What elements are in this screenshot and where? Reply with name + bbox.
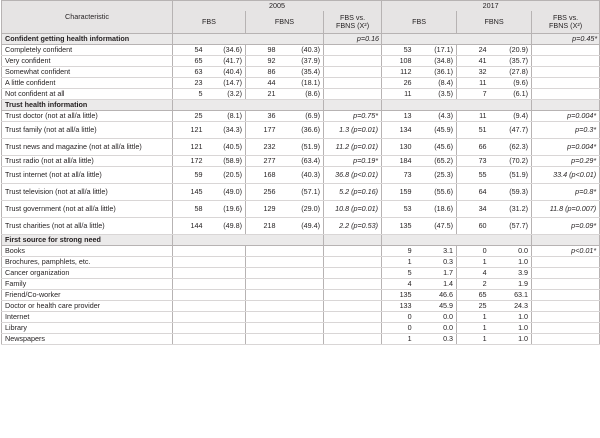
comparison-2017-value: p=0.004*: [532, 139, 600, 156]
fbns-2005-percent: (40.3): [279, 167, 324, 184]
row-label: Trust internet (not at all/a little): [2, 167, 173, 184]
section-p-2005: p=0.16: [324, 34, 382, 45]
fbns-2005-percent: (35.4): [279, 67, 324, 78]
fbns-2005-count: 277: [246, 156, 279, 167]
table-row: [2, 67, 600, 78]
section-spacer: [173, 235, 324, 246]
fbs-2005-count: 23: [173, 78, 206, 89]
fbns-2005-percent: (18.1): [279, 78, 324, 89]
fbs-2017-percent: (45.9): [415, 122, 457, 139]
fbns-2005-count: [246, 323, 279, 334]
row-label: Brochures, pamphlets, etc.: [2, 257, 173, 268]
comparison-2017-value: [532, 89, 600, 100]
fbs-2005-percent: [206, 334, 246, 345]
comparison-2005-value: [324, 312, 382, 323]
fbns-2017-count: 11: [457, 111, 490, 122]
fbs-2005-count: [173, 312, 206, 323]
fbs-2017-count: 13: [382, 111, 415, 122]
fbns-2017-percent: (62.3): [490, 139, 532, 156]
fbns-2017-count: 65: [457, 290, 490, 301]
fbns-2005-count: 177: [246, 122, 279, 139]
section-spacer: [382, 34, 532, 45]
fbns-2017-percent: (51.9): [490, 167, 532, 184]
row-label: Very confident: [2, 56, 173, 67]
fbs-2005-percent: (49.8): [206, 218, 246, 235]
section-header-row: [2, 100, 600, 111]
fbns-2005-percent: (8.6): [279, 89, 324, 100]
comparison-2005-value: [324, 323, 382, 334]
table-row: [2, 246, 600, 257]
fbs-2017-percent: (45.6): [415, 139, 457, 156]
fbs-2017-percent: 45.9: [415, 301, 457, 312]
fbns-2005-percent: [279, 323, 324, 334]
fbs-2005-count: 54: [173, 45, 206, 56]
fbns-2005-percent: (63.4): [279, 156, 324, 167]
fbns-2017-percent: (20.9): [490, 45, 532, 56]
fbns-2005-count: [246, 246, 279, 257]
fbs-2005-count: [173, 323, 206, 334]
fbs-2005-count: 65: [173, 56, 206, 67]
fbns-2005-percent: (49.4): [279, 218, 324, 235]
fbs-2005-count: [173, 246, 206, 257]
fbs-2005-count: 63: [173, 67, 206, 78]
section-p-2005: [324, 100, 382, 111]
fbns-2005-percent: [279, 257, 324, 268]
fbs-2017-percent: (65.2): [415, 156, 457, 167]
characteristic-header: Characteristic: [2, 1, 173, 34]
section-title: First source for strong need: [2, 235, 173, 246]
fbs-2005-percent: (34.3): [206, 122, 246, 139]
table-row: [2, 167, 600, 184]
fbns-2005-count: 256: [246, 184, 279, 201]
fbns-2005-percent: (51.9): [279, 139, 324, 156]
fbs-2017-count: 112: [382, 67, 415, 78]
fbs-2017-percent: 3.1: [415, 246, 457, 257]
fbns-2017-count: 66: [457, 139, 490, 156]
fbs-2005-percent: (20.5): [206, 167, 246, 184]
fbns-2017-count: 2: [457, 279, 490, 290]
fbs-2005-percent: (40.5): [206, 139, 246, 156]
row-label: Trust television (not at all/a little): [2, 184, 173, 201]
row-label: Completely confident: [2, 45, 173, 56]
fbs-2005-count: 59: [173, 167, 206, 184]
fbns-2017-count: 24: [457, 45, 490, 56]
fbns-2017-count: 73: [457, 156, 490, 167]
row-label: A little confident: [2, 78, 173, 89]
comparison-2005-value: [324, 56, 382, 67]
comparison-2017-value: p=0.09*: [532, 218, 600, 235]
fbs-2017-count: 0: [382, 323, 415, 334]
fbns-2017-header: FBNS: [457, 11, 532, 34]
fbns-2005-header: FBNS: [246, 11, 324, 34]
fbs-2017-count: 26: [382, 78, 415, 89]
fbs-2017-count: 73: [382, 167, 415, 184]
section-title: Trust health information: [2, 100, 173, 111]
fbns-2005-percent: (6.9): [279, 111, 324, 122]
table-row: [2, 56, 600, 67]
fbs-2017-count: 135: [382, 290, 415, 301]
fbns-2005-count: [246, 312, 279, 323]
fbns-2005-percent: (36.6): [279, 122, 324, 139]
year-2017-header: 2017: [382, 1, 600, 12]
fbs-2017-percent: 46.6: [415, 290, 457, 301]
fbs-2005-count: [173, 257, 206, 268]
fbns-2017-count: 11: [457, 78, 490, 89]
fbs-2017-count: 159: [382, 184, 415, 201]
fbns-2005-percent: (29.0): [279, 201, 324, 218]
fbs-2005-count: [173, 279, 206, 290]
fbns-2005-count: 86: [246, 67, 279, 78]
fbns-2005-percent: (37.9): [279, 56, 324, 67]
fbs-2017-percent: (17.1): [415, 45, 457, 56]
fbs-2017-count: 108: [382, 56, 415, 67]
comparison-2017-value: [532, 279, 600, 290]
row-label: Trust family (not at all/a little): [2, 122, 173, 139]
fbns-2005-count: 232: [246, 139, 279, 156]
row-label: Family: [2, 279, 173, 290]
fbns-2005-count: [246, 268, 279, 279]
fbns-2017-percent: (59.3): [490, 184, 532, 201]
fbns-2017-percent: (35.7): [490, 56, 532, 67]
table-row: [2, 301, 600, 312]
comparison-2017-value: p<0.01*: [532, 246, 600, 257]
table-row: [2, 89, 600, 100]
table-row: [2, 323, 600, 334]
fbs-2017-percent: (47.5): [415, 218, 457, 235]
table-row: [2, 312, 600, 323]
section-spacer: [173, 34, 324, 45]
comparison-2005-value: p=0.19*: [324, 156, 382, 167]
fbs-2005-percent: (58.9): [206, 156, 246, 167]
row-label: Trust government (not at all/a little): [2, 201, 173, 218]
comparison-2005-value: [324, 246, 382, 257]
fbs-2005-percent: (14.7): [206, 78, 246, 89]
fbs-2017-percent: (36.1): [415, 67, 457, 78]
fbns-2005-count: 218: [246, 218, 279, 235]
fbns-2005-count: [246, 279, 279, 290]
fbns-2017-count: 41: [457, 56, 490, 67]
comparison-2017-value: [532, 56, 600, 67]
fbs-2017-count: 53: [382, 201, 415, 218]
comparison-2017-header: [532, 11, 600, 34]
comparison-2017-value: [532, 78, 600, 89]
fbs-2005-header: FBS: [173, 11, 246, 34]
comparison-2005-value: [324, 257, 382, 268]
header-row-years: [2, 1, 600, 12]
fbns-2005-count: [246, 301, 279, 312]
comparison-2017-line2: FBNS (X²): [549, 21, 583, 30]
comparison-2005-value: [324, 290, 382, 301]
comparison-2017-value: [532, 67, 600, 78]
fbns-2017-percent: 1.9: [490, 279, 532, 290]
year-2005-header: 2005: [173, 1, 382, 12]
table-row: [2, 156, 600, 167]
fbs-2005-percent: (3.2): [206, 89, 246, 100]
comparison-2005-value: 1.3 (p=0.01): [324, 122, 382, 139]
fbns-2017-count: 0: [457, 246, 490, 257]
fbns-2017-percent: 3.9: [490, 268, 532, 279]
fbns-2005-count: 44: [246, 78, 279, 89]
fbs-2017-count: 1: [382, 334, 415, 345]
fbs-2005-count: [173, 290, 206, 301]
fbs-2005-percent: [206, 312, 246, 323]
section-title: Confident getting health information: [2, 34, 173, 45]
fbns-2005-percent: (40.3): [279, 45, 324, 56]
fbs-2017-percent: 0.3: [415, 334, 457, 345]
comparison-2005-line1: FBS vs.: [339, 13, 366, 22]
comparison-2005-value: p=0.75*: [324, 111, 382, 122]
fbs-2017-percent: 0.0: [415, 312, 457, 323]
fbns-2017-count: 4: [457, 268, 490, 279]
fbs-2005-count: 144: [173, 218, 206, 235]
fbs-2005-count: [173, 268, 206, 279]
fbs-2017-percent: (34.8): [415, 56, 457, 67]
row-label: Newspapers: [2, 334, 173, 345]
fbs-2017-percent: 0.3: [415, 257, 457, 268]
fbs-2017-count: 0: [382, 312, 415, 323]
comparison-2005-value: 11.2 (p=0.01): [324, 139, 382, 156]
comparison-2005-header: [324, 11, 382, 34]
row-label: Trust doctor (not at all/a little): [2, 111, 173, 122]
fbs-2005-percent: (49.0): [206, 184, 246, 201]
fbs-2005-percent: [206, 323, 246, 334]
comparison-2005-value: 10.8 (p=0.01): [324, 201, 382, 218]
fbs-2005-percent: [206, 279, 246, 290]
table-row: [2, 290, 600, 301]
comparison-2017-value: [532, 268, 600, 279]
table-row: [2, 122, 600, 139]
fbs-2005-percent: (40.4): [206, 67, 246, 78]
fbs-2017-count: 53: [382, 45, 415, 56]
row-label: Internet: [2, 312, 173, 323]
fbs-2017-count: 134: [382, 122, 415, 139]
comparison-2017-value: [532, 301, 600, 312]
fbns-2017-percent: 1.0: [490, 312, 532, 323]
comparison-2017-value: [532, 334, 600, 345]
fbns-2017-count: 1: [457, 257, 490, 268]
fbns-2017-percent: (9.6): [490, 78, 532, 89]
fbs-2017-count: 5: [382, 268, 415, 279]
fbs-2005-percent: [206, 268, 246, 279]
comparison-2017-value: 33.4 (p<0.01): [532, 167, 600, 184]
fbs-2005-count: 121: [173, 122, 206, 139]
section-p-2017: [532, 235, 600, 246]
fbs-2017-percent: (55.6): [415, 184, 457, 201]
section-spacer: [173, 100, 324, 111]
comparison-2017-value: p=0.29*: [532, 156, 600, 167]
comparison-2017-value: p=0.3*: [532, 122, 600, 139]
comparison-2005-value: [324, 334, 382, 345]
fbs-2017-count: 9: [382, 246, 415, 257]
row-label: Trust radio (not at all/a little): [2, 156, 173, 167]
fbns-2017-percent: (31.2): [490, 201, 532, 218]
fbns-2017-count: 1: [457, 334, 490, 345]
section-spacer: [382, 235, 532, 246]
fbns-2017-count: 32: [457, 67, 490, 78]
table-row: [2, 139, 600, 156]
fbs-2017-count: 135: [382, 218, 415, 235]
row-label: Trust charities (not at all/a little): [2, 218, 173, 235]
table-row: [2, 268, 600, 279]
fbns-2017-percent: 1.0: [490, 323, 532, 334]
table-row: [2, 257, 600, 268]
section-p-2017: [532, 100, 600, 111]
fbns-2017-count: 51: [457, 122, 490, 139]
fbs-2005-count: [173, 334, 206, 345]
fbs-2017-count: 184: [382, 156, 415, 167]
comparison-2005-value: [324, 279, 382, 290]
fbs-2005-percent: (8.1): [206, 111, 246, 122]
fbs-2005-count: 121: [173, 139, 206, 156]
fbs-2005-count: [173, 301, 206, 312]
table-row: [2, 334, 600, 345]
fbs-2005-percent: (41.7): [206, 56, 246, 67]
fbns-2017-count: 7: [457, 89, 490, 100]
comparison-2017-line1: FBS vs.: [553, 13, 579, 22]
comparison-2017-value: [532, 312, 600, 323]
fbs-2017-percent: 1.7: [415, 268, 457, 279]
fbs-2017-header: FBS: [382, 11, 457, 34]
comparison-2005-value: [324, 301, 382, 312]
section-spacer: [382, 100, 532, 111]
fbns-2017-percent: (9.4): [490, 111, 532, 122]
fbs-2005-count: 58: [173, 201, 206, 218]
fbns-2005-percent: [279, 279, 324, 290]
fbs-2005-count: 145: [173, 184, 206, 201]
fbs-2005-percent: [206, 290, 246, 301]
fbns-2005-percent: [279, 246, 324, 257]
fbns-2017-percent: 24.3: [490, 301, 532, 312]
row-label: Not confident at all: [2, 89, 173, 100]
fbs-2005-count: 5: [173, 89, 206, 100]
fbs-2017-count: 133: [382, 301, 415, 312]
table-row: [2, 279, 600, 290]
fbns-2005-percent: [279, 312, 324, 323]
fbs-2005-percent: (34.6): [206, 45, 246, 56]
table-row: [2, 184, 600, 201]
fbns-2017-percent: (70.2): [490, 156, 532, 167]
comparison-2005-value: [324, 67, 382, 78]
comparison-2017-value: [532, 290, 600, 301]
comparison-2017-value: p=0.004*: [532, 111, 600, 122]
fbs-2017-percent: (18.6): [415, 201, 457, 218]
fbns-2017-percent: 1.0: [490, 334, 532, 345]
fbns-2005-count: 21: [246, 89, 279, 100]
fbns-2017-percent: (27.8): [490, 67, 532, 78]
fbs-2017-percent: (3.5): [415, 89, 457, 100]
fbs-2017-count: 1: [382, 257, 415, 268]
row-label: Friend/Co-worker: [2, 290, 173, 301]
survey-table: [1, 0, 600, 345]
fbs-2005-count: 172: [173, 156, 206, 167]
fbns-2017-percent: 1.0: [490, 257, 532, 268]
table-row: [2, 45, 600, 56]
row-label: Library: [2, 323, 173, 334]
comparison-2005-value: [324, 89, 382, 100]
section-p-2017: p=0.45*: [532, 34, 600, 45]
fbs-2017-percent: (8.4): [415, 78, 457, 89]
fbs-2017-count: 11: [382, 89, 415, 100]
fbs-2017-percent: 1.4: [415, 279, 457, 290]
fbns-2005-count: [246, 290, 279, 301]
fbs-2005-percent: [206, 257, 246, 268]
fbns-2005-count: 129: [246, 201, 279, 218]
fbns-2017-percent: (57.7): [490, 218, 532, 235]
fbns-2017-percent: (47.7): [490, 122, 532, 139]
comparison-2005-value: [324, 45, 382, 56]
fbns-2005-count: 168: [246, 167, 279, 184]
comparison-2005-line2: FBNS (X²): [335, 21, 370, 30]
fbns-2017-percent: 0.0: [490, 246, 532, 257]
section-p-2005: [324, 235, 382, 246]
row-label: Cancer organization: [2, 268, 173, 279]
comparison-2017-value: [532, 45, 600, 56]
row-label: Books: [2, 246, 173, 257]
fbns-2005-percent: [279, 301, 324, 312]
fbs-2005-percent: [206, 301, 246, 312]
fbns-2005-count: 36: [246, 111, 279, 122]
comparison-2005-value: [324, 268, 382, 279]
fbns-2017-count: 55: [457, 167, 490, 184]
table-row: [2, 201, 600, 218]
fbns-2005-count: 92: [246, 56, 279, 67]
comparison-2005-value: [324, 78, 382, 89]
comparison-2005-value: 2.2 (p=0.53): [324, 218, 382, 235]
fbs-2017-percent: (4.3): [415, 111, 457, 122]
fbs-2005-count: 25: [173, 111, 206, 122]
fbns-2005-percent: [279, 290, 324, 301]
fbns-2005-count: [246, 257, 279, 268]
section-header-row: [2, 235, 600, 246]
table-row: [2, 218, 600, 235]
fbs-2017-percent: (25.3): [415, 167, 457, 184]
comparison-2005-value: 5.2 (p=0.16): [324, 184, 382, 201]
fbs-2017-count: 130: [382, 139, 415, 156]
fbns-2017-count: 1: [457, 323, 490, 334]
comparison-2017-value: 11.8 (p=0.007): [532, 201, 600, 218]
fbns-2017-percent: (6.1): [490, 89, 532, 100]
fbns-2017-count: 25: [457, 301, 490, 312]
fbns-2017-percent: 63.1: [490, 290, 532, 301]
row-label: Trust news and magazine (not at all/a little): [2, 139, 173, 156]
fbs-2005-percent: [206, 246, 246, 257]
fbns-2005-percent: [279, 268, 324, 279]
comparison-2017-value: [532, 323, 600, 334]
fbns-2017-count: 1: [457, 312, 490, 323]
fbns-2017-count: 60: [457, 218, 490, 235]
fbns-2017-count: 64: [457, 184, 490, 201]
section-header-row: [2, 34, 600, 45]
comparison-2017-value: p=0.8*: [532, 184, 600, 201]
fbs-2017-percent: 0.0: [415, 323, 457, 334]
fbs-2005-percent: (19.6): [206, 201, 246, 218]
table-row: [2, 111, 600, 122]
comparison-2017-value: [532, 257, 600, 268]
table-row: [2, 78, 600, 89]
row-label: Somewhat confident: [2, 67, 173, 78]
table-body: [2, 1, 600, 345]
fbns-2005-percent: [279, 334, 324, 345]
row-label: Doctor or health care provider: [2, 301, 173, 312]
fbns-2005-percent: (57.1): [279, 184, 324, 201]
fbs-2017-count: 4: [382, 279, 415, 290]
fbns-2017-count: 34: [457, 201, 490, 218]
comparison-2005-value: 36.8 (p<0.01): [324, 167, 382, 184]
fbns-2005-count: 98: [246, 45, 279, 56]
fbns-2005-count: [246, 334, 279, 345]
